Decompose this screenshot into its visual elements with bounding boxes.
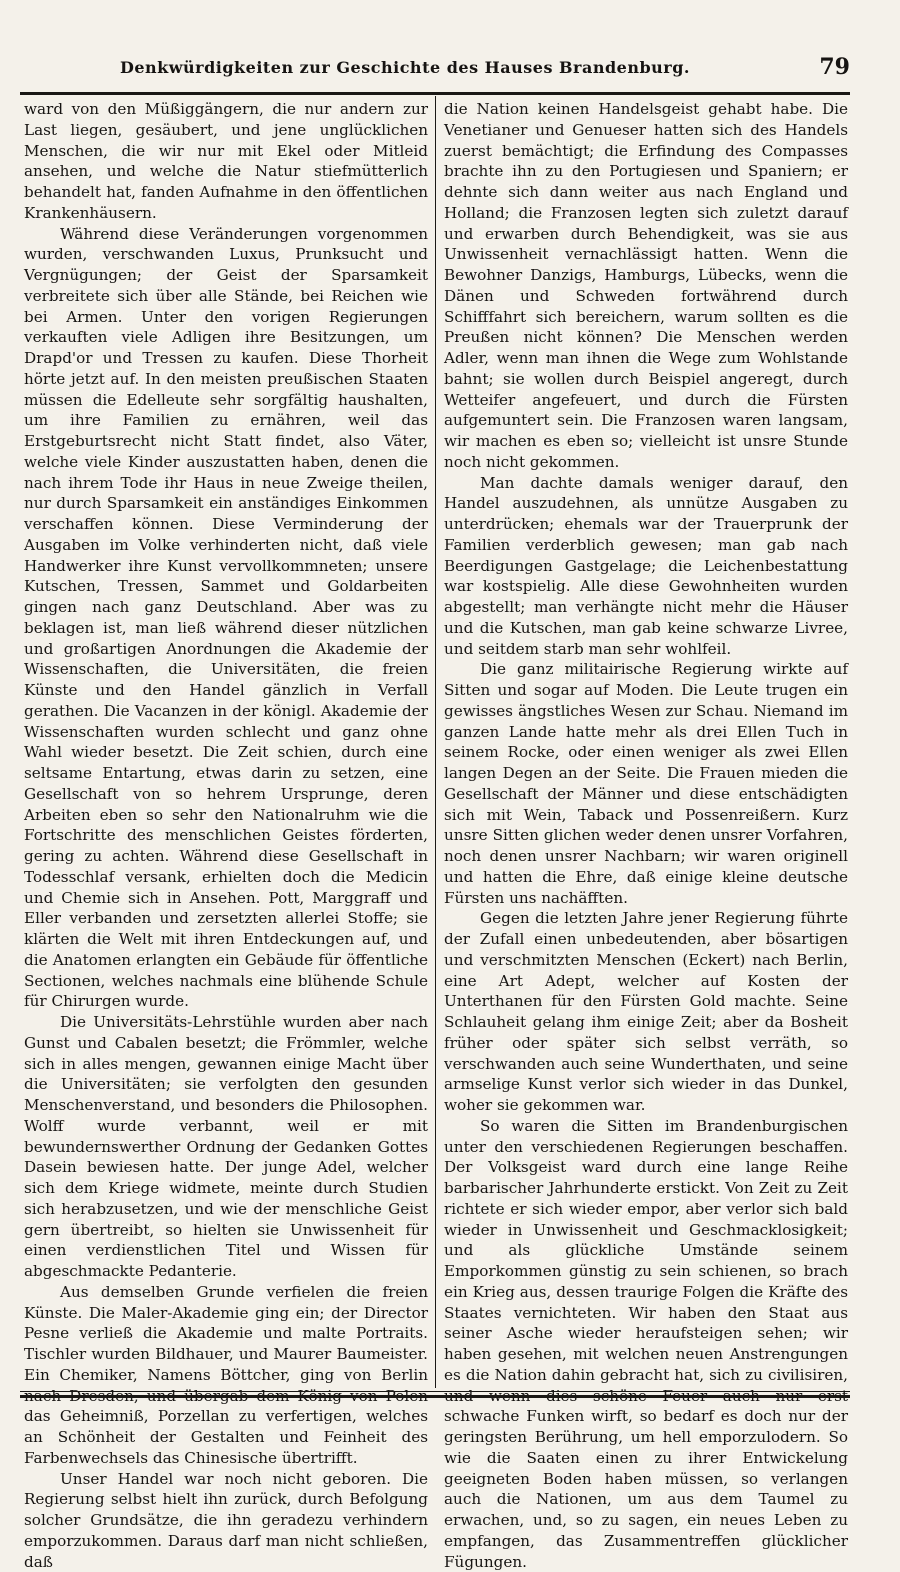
paragraph: ward von den Müßiggängern, die nur andern zur Last liegen, gesäubert, und jene unglücklichen Menschen, die wir nur mit Ekel oder Mitleid ansehen, und welche die Natur stiefmütterlich behandelt hat, fanden Aufnahme in den öffentlichen Krankenhäusern. [24,99,428,224]
paragraph: Während diese Veränderungen vorgenommen wurden, verschwanden Luxus, Prunksucht und Vergnügungen; der Geist der Sparsamkeit verbreitete sich über alle Stände, bei Reichen wie bei Armen. Unter den vorigen Regierungen verkauften viele Adligen ihre Besitzungen, um Drapd'or und Tressen zu kaufen. Diese Thorheit hörte jetzt auf. In den meisten preußischen Staaten müssen die Edelleute sehr sorgfältig haushalten, um ihre Familien zu ernähren, weil das Erstgeburtsrecht nicht Statt findet, also Väter, welche viele Kinder auszustatten haben, denen die nach ihrem Tode ihr Haus in neue Zweige theilen, nur durch Sparsamkeit ein anständiges Einkommen verschaffen können. Diese Verminderung der Ausgaben im Volke verhinderten nicht, daß viele Handwerker ihre Kunst vervollkommneten; unsere Kutschen, Tressen, Sammet und Goldarbeiten gingen nach ganz Deutschland. Aber was zu beklagen ist, man ließ während dieser nützlichen und großartigen Anordnungen die Akademie der Wissenschaften, die Universitäten, die freien Künste und den Handel gänzlich in Verfall gerathen. Die Vacanzen in der königl. Akademie der Wissenschaften wurden schlecht und ganz ohne Wahl wieder besetzt. Die Zeit schien, durch eine seltsame Entartung, etwas darin zu setzen, eine Gesellschaft von so hehrem Ursprunge, deren Arbeiten eben so sehr den Nationalruhm wie die Fortschritte des menschlichen Geistes förderten, gering zu achten. Während diese Gesellschaft in Todesschlaf versank, erhielten doch die Medicin und Chemie sich in Ansehen. Pott, Marggraff und Eller verbanden und zersetzten allerlei Stoffe; sie klärten die Welt mit ihren Entdeckungen auf, und die Anatomen erlangten ein Gebäude für öffentliche Sectionen, welches nachmals eine blühende Schule für Chirurgen wurde. [24,224,428,1013]
running-title: Denkwürdigkeiten zur Geschichte des Hauses Brandenburg. [20,58,790,77]
left-column [24,99,428,1385]
paragraph: Gegen die letzten Jahre jener Regierung führte der Zufall einen unbedeutenden, aber bösartigen und verschmitzten Menschen (Eckert) nach Berlin, eine Art Adept, welcher auf Kosten der Unterthanen für den Fürsten Gold machte. Seine Schlauheit gelang ihm einige Zeit; aber da Bosheit früher oder später sich selbst verräth, so verschwanden auch seine Wunderthaten, und seine armselige Kunst verlor sich wieder in das Dunkel, woher sie gekommen war. [444,908,848,1116]
header-rule [20,92,850,95]
right-column [444,99,848,1385]
column-divider [435,96,436,1388]
paragraph: Aus demselben Grunde verfielen die freien Künste. Die Maler-Akademie ging ein; der Director Pesne verließ die Akademie und malte Portraits. Tischler wurden Bildhauer, und Maurer Baumeister. Ein Chemiker, Namens Böttcher, ging von Berlin nach Dresden, und übergab dem König von Polen das Geheimniß, Porzellan zu verfertigen, welches an Schönheit der Gestalten und Feinheit des Farbenwechsels das Chinesische übertrifft. [24,1282,428,1469]
footer-rule [20,1391,850,1398]
page-header [20,52,850,88]
paragraph: Die ganz militairische Regierung wirkte auf Sitten und sogar auf Moden. Die Leute trugen ein gewisses ängstliches Wesen zur Schau. Niemand im ganzen Lande hatte mehr als drei Ellen Tuch in seinem Rocke, oder einen weniger als zwei Ellen langen Degen an der Seite. Die Frauen mieden die Gesellschaft der Männer und diese entschädigten sich mit Wein, Taback und Possenreißern. Kurz unsre Sitten glichen weder denen unsrer Vorfahren, noch denen unsrer Nachbarn; wir waren originell und hatten die Ehre, daß einige kleine deutsche Fürsten uns nachäfften. [444,659,848,908]
paragraph: die Nation keinen Handelsgeist gehabt habe. Die Venetianer und Genueser hatten sich des Handels zuerst bemächtigt; die Erfindung des Compasses brachte ihn zu den Portugiesen und Spaniern; er dehnte sich dann weiter aus nach England und Holland; die Franzosen legten sich zuletzt darauf und erwarben durch Behendigkeit, was sie aus Unwissenheit vernachlässigt hatten. Wenn die Bewohner Danzigs, Hamburgs, Lübecks, wenn die Dänen und Schweden fortwährend durch Schifffahrt sich bereichern, warum sollten es die Preußen nicht können? Die Menschen werden Adler, wenn man ihnen die Wege zum Wohlstande bahnt; sie wollen durch Beispiel angeregt, durch Wetteifer angefeuert, und durch die Fürsten aufgemuntert sein. Die Franzosen waren langsam, wir machen es eben so; vielleicht ist unsre Stunde noch nicht gekommen. [444,99,848,473]
paragraph: Die Universitäts-Lehrstühle wurden aber nach Gunst und Cabalen besetzt; die Frömmler, welche sich in alles mengen, gewannen einige Macht über die Universitäten; sie verfolgten den gesunden Menschenverstand, und besonders die Philosophen. Wolff wurde verbannt, weil er mit bewundernswerther Ordnung der Gedanken Gottes Dasein bewiesen hatte. Der junge Adel, welcher sich dem Kriege widmete, meinte durch Studien sich herabzusetzen, und wie der menschliche Geist gern übertreibt, so hielten sie Unwissenheit für einen verdienstlichen Titel und Wissen für abgeschmackte Pedanterie. [24,1012,428,1282]
page-number: 79 [819,54,850,80]
paragraph: Unser Handel war noch nicht geboren. Die Regierung selbst hielt ihn zurück, durch Befolgung solcher Grundsätze, die ihn geradezu verhindern emporzukommen. Daraus darf man nicht schließen, daß [24,1469,428,1572]
paragraph: Man dachte damals weniger darauf, den Handel auszudehnen, als unnütze Ausgaben zu unterdrücken; ehemals war der Trauerprunk der Familien verderblich gewesen; man gab nach Beerdigungen Gastgelage; die Leichenbestattung war kostspielig. Alle diese Gewohnheiten wurden abgestellt; man verhängte nicht mehr die Häuser und die Kutschen, man gab keine schwarze Livree, und seitdem starb man sehr wohlfeil. [444,473,848,660]
paragraph: So waren die Sitten im Brandenburgischen unter den verschiedenen Regierungen beschaffen. Der Volksgeist ward durch eine lange Reihe barbarischer Jahrhunderte erstickt. Von Zeit zu Zeit richtete er sich wieder empor, aber verlor sich bald wieder in Unwissenheit und Geschmacklosigkeit; und als glückliche Umstände seinem Emporkommen günstig zu sein schienen, so brach ein Krieg aus, dessen traurige Folgen die Kräfte des Staates vernichteten. Wir haben den Staat aus seiner Asche wieder heraufsteigen sehen; wir haben gesehen, mit welchen neuen Anstrengungen es die Nation dahin gebracht hat, sich zu civilisiren, und wenn dies schöne Feuer auch nur erst schwache Funken wirft, so bedarf es doch nur der geringsten Berührung, um hell emporzulodern. So wie die Saaten einen zu ihrer Entwickelung geeigneten Boden haben müssen, so verlangen auch die Nationen, um aus dem Taumel zu erwachen, und, so zu sagen, ein neues Leben zu empfangen, das Zusammentreffen glücklicher Fügungen. [444,1116,848,1572]
